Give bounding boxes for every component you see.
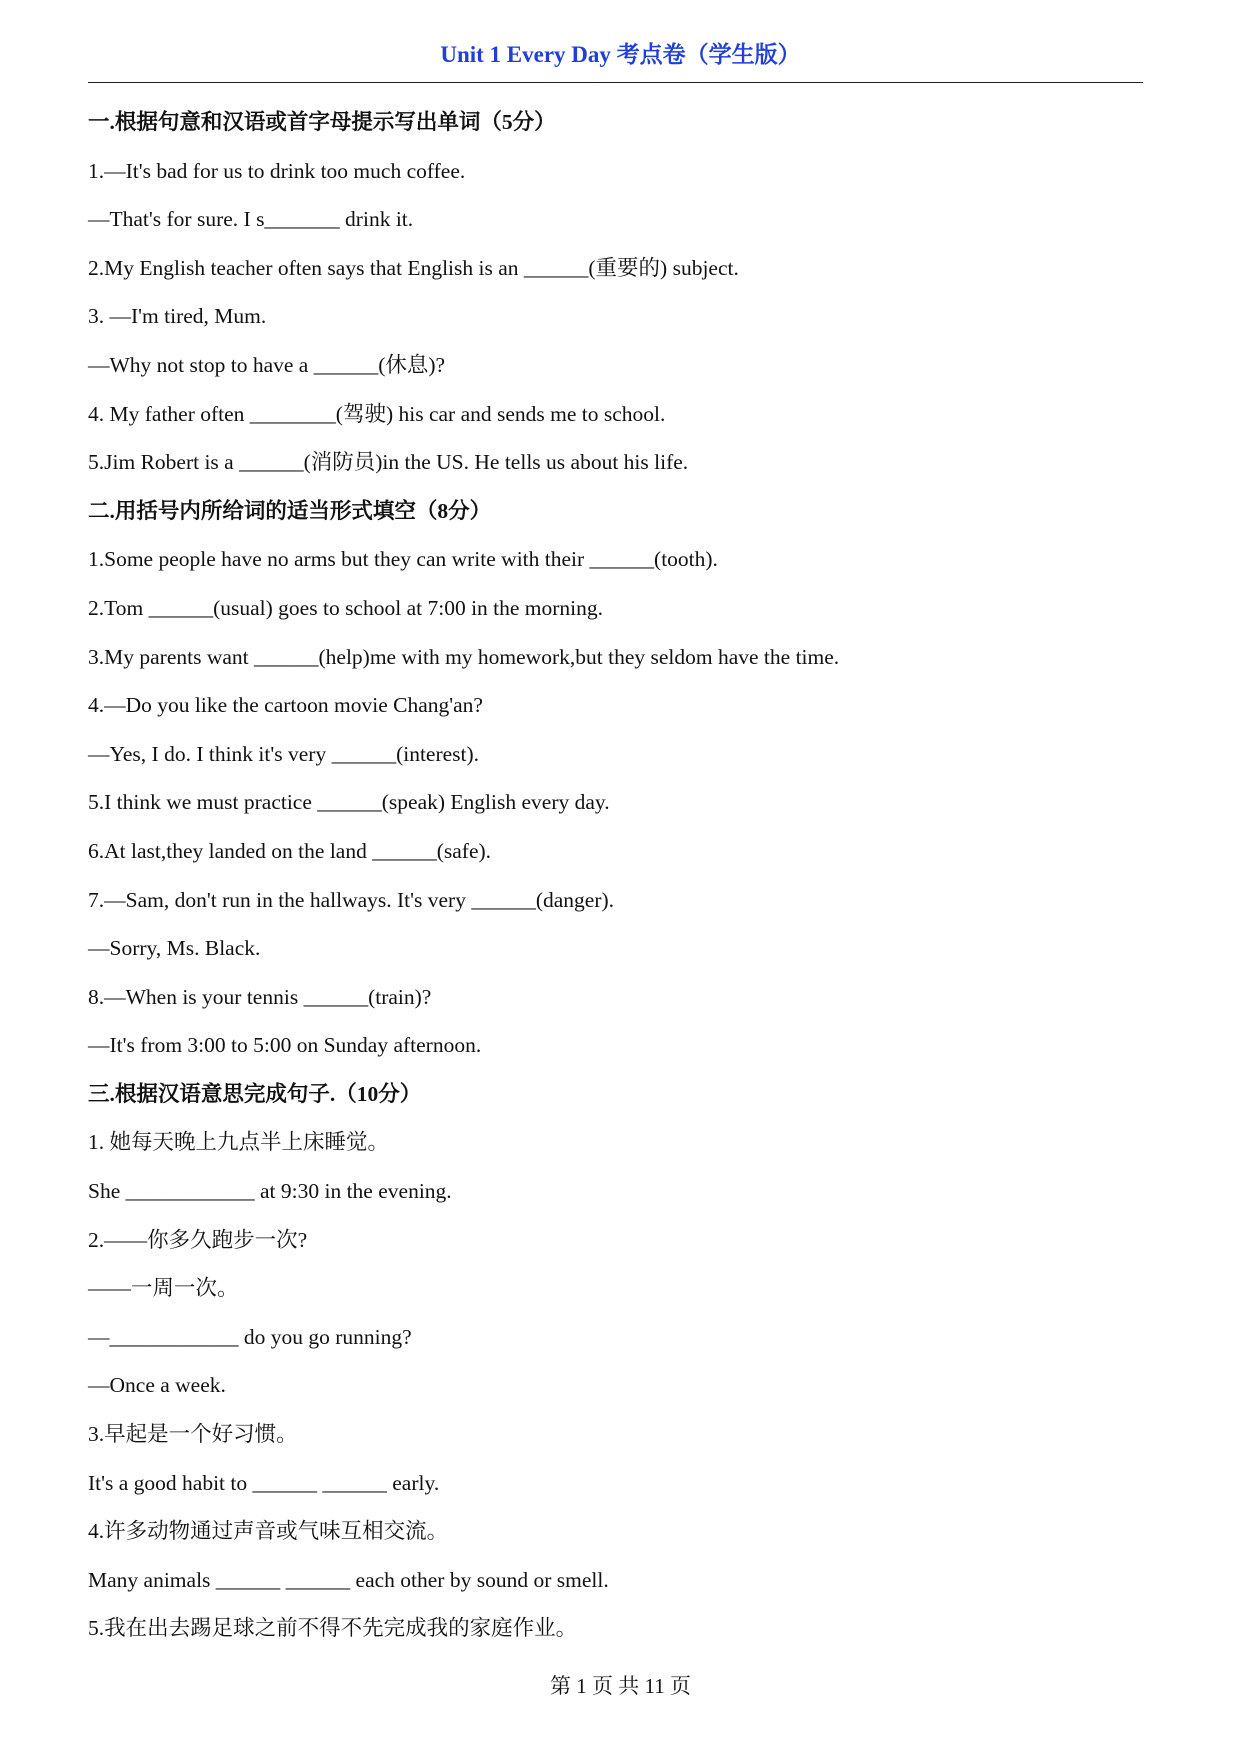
- section-heading: 一.根据句意和汉语或首字母提示写出单词（5分）: [88, 110, 556, 134]
- document-body: [88, 98, 1148, 1653]
- question-line: 1.Some people have no arms but they can write with their ______(tooth).: [88, 547, 718, 572]
- question-line: 2.Tom ______(usual) goes to school at 7:00 in the morning.: [88, 595, 604, 620]
- header-divider: [88, 82, 1143, 83]
- question-line: 5.I think we must practice ______(speak) English every day.: [88, 790, 610, 815]
- question-line: 2.——你多久跑步一次?: [88, 1227, 308, 1252]
- question-line: It's a good habit to ______ ______ early.: [88, 1470, 440, 1495]
- question-line: 5.我在出去踢足球之前不得不先完成我的家庭作业。: [88, 1616, 578, 1641]
- question-line: 4.—Do you like the cartoon movie Chang'an?: [88, 693, 483, 718]
- question-line: 4.许多动物通过声音或气味互相交流。: [88, 1519, 449, 1544]
- question-line: ——一周一次。: [88, 1276, 239, 1301]
- question-line: Many animals ______ ______ each other by sound or smell.: [88, 1567, 609, 1592]
- question-line: —It's from 3:00 to 5:00 on Sunday afternoon.: [88, 1033, 482, 1058]
- question-line: —That's for sure. I s_______ drink it.: [88, 207, 414, 232]
- question-line: She ____________ at 9:30 in the evening.: [88, 1179, 452, 1204]
- question-line: 3. —I'm tired, Mum.: [88, 304, 267, 329]
- question-line: 2.My English teacher often says that English is an ______(重要的) subject.: [88, 255, 739, 280]
- question-line: —Once a week.: [88, 1373, 226, 1398]
- page-title: Unit 1 Every Day 考点卷（学生版）: [440, 42, 801, 67]
- question-line: 3.My parents want ______(help)me with my homework,but they seldom have the time.: [88, 644, 840, 669]
- question-line: 1. 她每天晚上九点半上床睡觉。: [88, 1130, 390, 1155]
- question-line: 5.Jim Robert is a ______(消防员)in the US. He tells us about his life.: [88, 450, 689, 475]
- question-line: —Sorry, Ms. Black.: [88, 936, 261, 961]
- section-heading: 三.根据汉语意思完成句子.（10分）: [88, 1081, 422, 1106]
- question-line: —Yes, I do. I think it's very ______(interest).: [88, 741, 480, 766]
- section-heading: 二.用括号内所给词的适当形式填空（8分）: [88, 498, 492, 523]
- question-line: 8.—When is your tennis ______(train)?: [88, 984, 432, 1009]
- page-number: 第 1 页 共 11 页: [550, 1674, 691, 1698]
- question-line: —Why not stop to have a ______(休息)?: [88, 352, 446, 377]
- question-line: 6.At last,they landed on the land ______(safe).: [88, 838, 492, 863]
- question-line: 4. My father often ________(驾驶) his car and sends me to school.: [88, 401, 666, 426]
- question-line: —____________ do you go running?: [88, 1324, 412, 1349]
- question-line: 7.—Sam, don't run in the hallways. It's very ______(danger).: [88, 887, 615, 912]
- question-line: 3.早起是一个好习惯。: [88, 1422, 298, 1447]
- question-line: 1.—It's bad for us to drink too much coffee.: [88, 158, 466, 183]
